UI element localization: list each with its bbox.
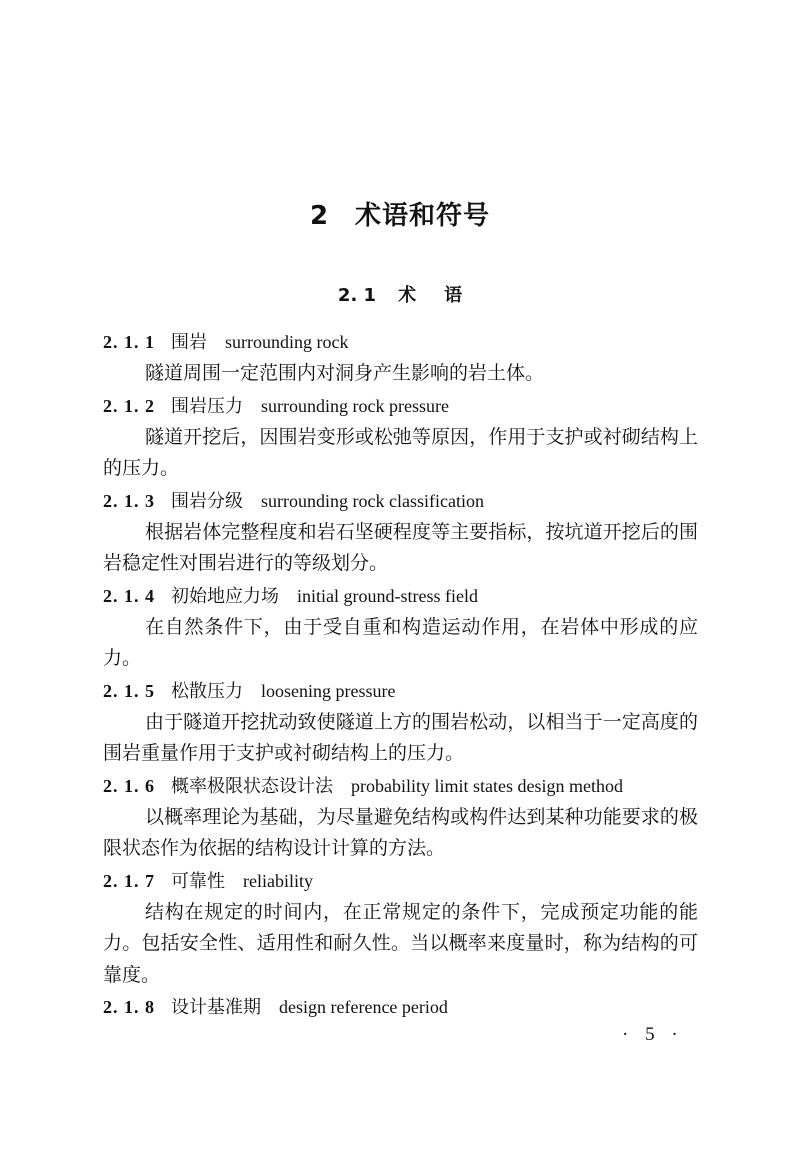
term-chinese: 围岩	[171, 332, 207, 353]
term-chinese: 概率极限状态设计法	[171, 775, 333, 797]
term-heading	[103, 580, 698, 612]
term-definition: 以概率理论为基础，为尽量避免结构或构件达到某种功能要求的极限状态作为依据的结构设计计算的方法。	[103, 805, 698, 859]
term-definition: 隧道周围一定范围内对洞身产生影响的岩土体。	[145, 362, 545, 384]
term-chinese: 初始地应力场	[171, 585, 279, 607]
term-chinese: 围岩分级	[171, 490, 243, 512]
term-english: design reference period	[279, 997, 448, 1017]
term-entry-2-1-8	[103, 991, 698, 1023]
term-number: 2. 1. 5	[103, 680, 155, 701]
term-number: 2. 1. 2	[103, 395, 155, 416]
term-definition: 隧道开挖后，因围岩变形或松弛等原因，作用于支护或衬砌结构上的压力。	[103, 425, 698, 479]
term-english: loosening pressure	[261, 680, 396, 701]
term-definition: 结构在规定的时间内，在正常规定的条件下，完成预定功能的能力。包括安全性、适用性和耐久性。当以概率来度量时，称为结构的可靠度。	[103, 900, 698, 986]
term-chinese: 可靠性	[171, 870, 225, 892]
term-entry-2-1-7	[103, 865, 698, 992]
chapter-title	[0, 198, 800, 234]
term-heading	[103, 675, 698, 707]
term-chinese: 设计基准期	[171, 997, 261, 1018]
term-number: 2. 1. 3	[103, 490, 155, 511]
term-entry-2-1-1	[103, 326, 698, 390]
term-heading	[103, 326, 698, 358]
section-number: 2. 1	[337, 285, 377, 306]
term-number: 2. 1. 8	[103, 997, 155, 1017]
term-chinese: 围岩压力	[171, 395, 243, 417]
term-chinese: 松散压力	[171, 680, 243, 702]
term-definition: 根据岩体完整程度和岩石坚硬程度等主要指标，按坑道开挖后的围岩稳定性对围岩进行的等级划分。	[103, 520, 698, 574]
term-entry-2-1-3	[103, 485, 698, 580]
term-number: 2. 1. 4	[103, 585, 155, 606]
term-heading	[103, 390, 698, 422]
term-entry-2-1-5	[103, 675, 698, 770]
term-entry-2-1-6	[103, 770, 698, 865]
term-list	[103, 326, 698, 1023]
term-number: 2. 1. 6	[103, 775, 155, 796]
term-english: initial ground-stress field	[297, 585, 478, 606]
term-number: 2. 1. 7	[103, 870, 155, 891]
term-entry-2-1-4	[103, 580, 698, 675]
term-english: surrounding rock pressure	[261, 395, 449, 416]
term-heading	[103, 991, 698, 1023]
page-number: · 5 ·	[622, 1024, 684, 1045]
term-heading	[103, 485, 698, 517]
term-number: 2. 1. 1	[103, 332, 155, 352]
term-heading	[103, 770, 698, 802]
term-english: probability limit states design method	[351, 775, 623, 796]
section-title	[0, 282, 800, 310]
term-english: surrounding rock	[225, 332, 349, 352]
chapter-number: 2	[309, 201, 330, 231]
term-english: reliability	[243, 870, 313, 891]
section-heading: 术语	[398, 285, 491, 306]
term-definition: 由于隧道开挖扰动致使隧道上方的围岩松动，以相当于一定高度的围岩重量作用于支护或衬砌结构上的压力。	[103, 710, 698, 764]
term-english: surrounding rock classification	[261, 490, 484, 511]
term-definition: 在自然条件下，由于受自重和构造运动作用，在岩体中形成的应力。	[103, 615, 698, 669]
term-heading	[103, 865, 698, 897]
chapter-heading: 术语和符号	[355, 201, 491, 231]
term-entry-2-1-2	[103, 390, 698, 485]
